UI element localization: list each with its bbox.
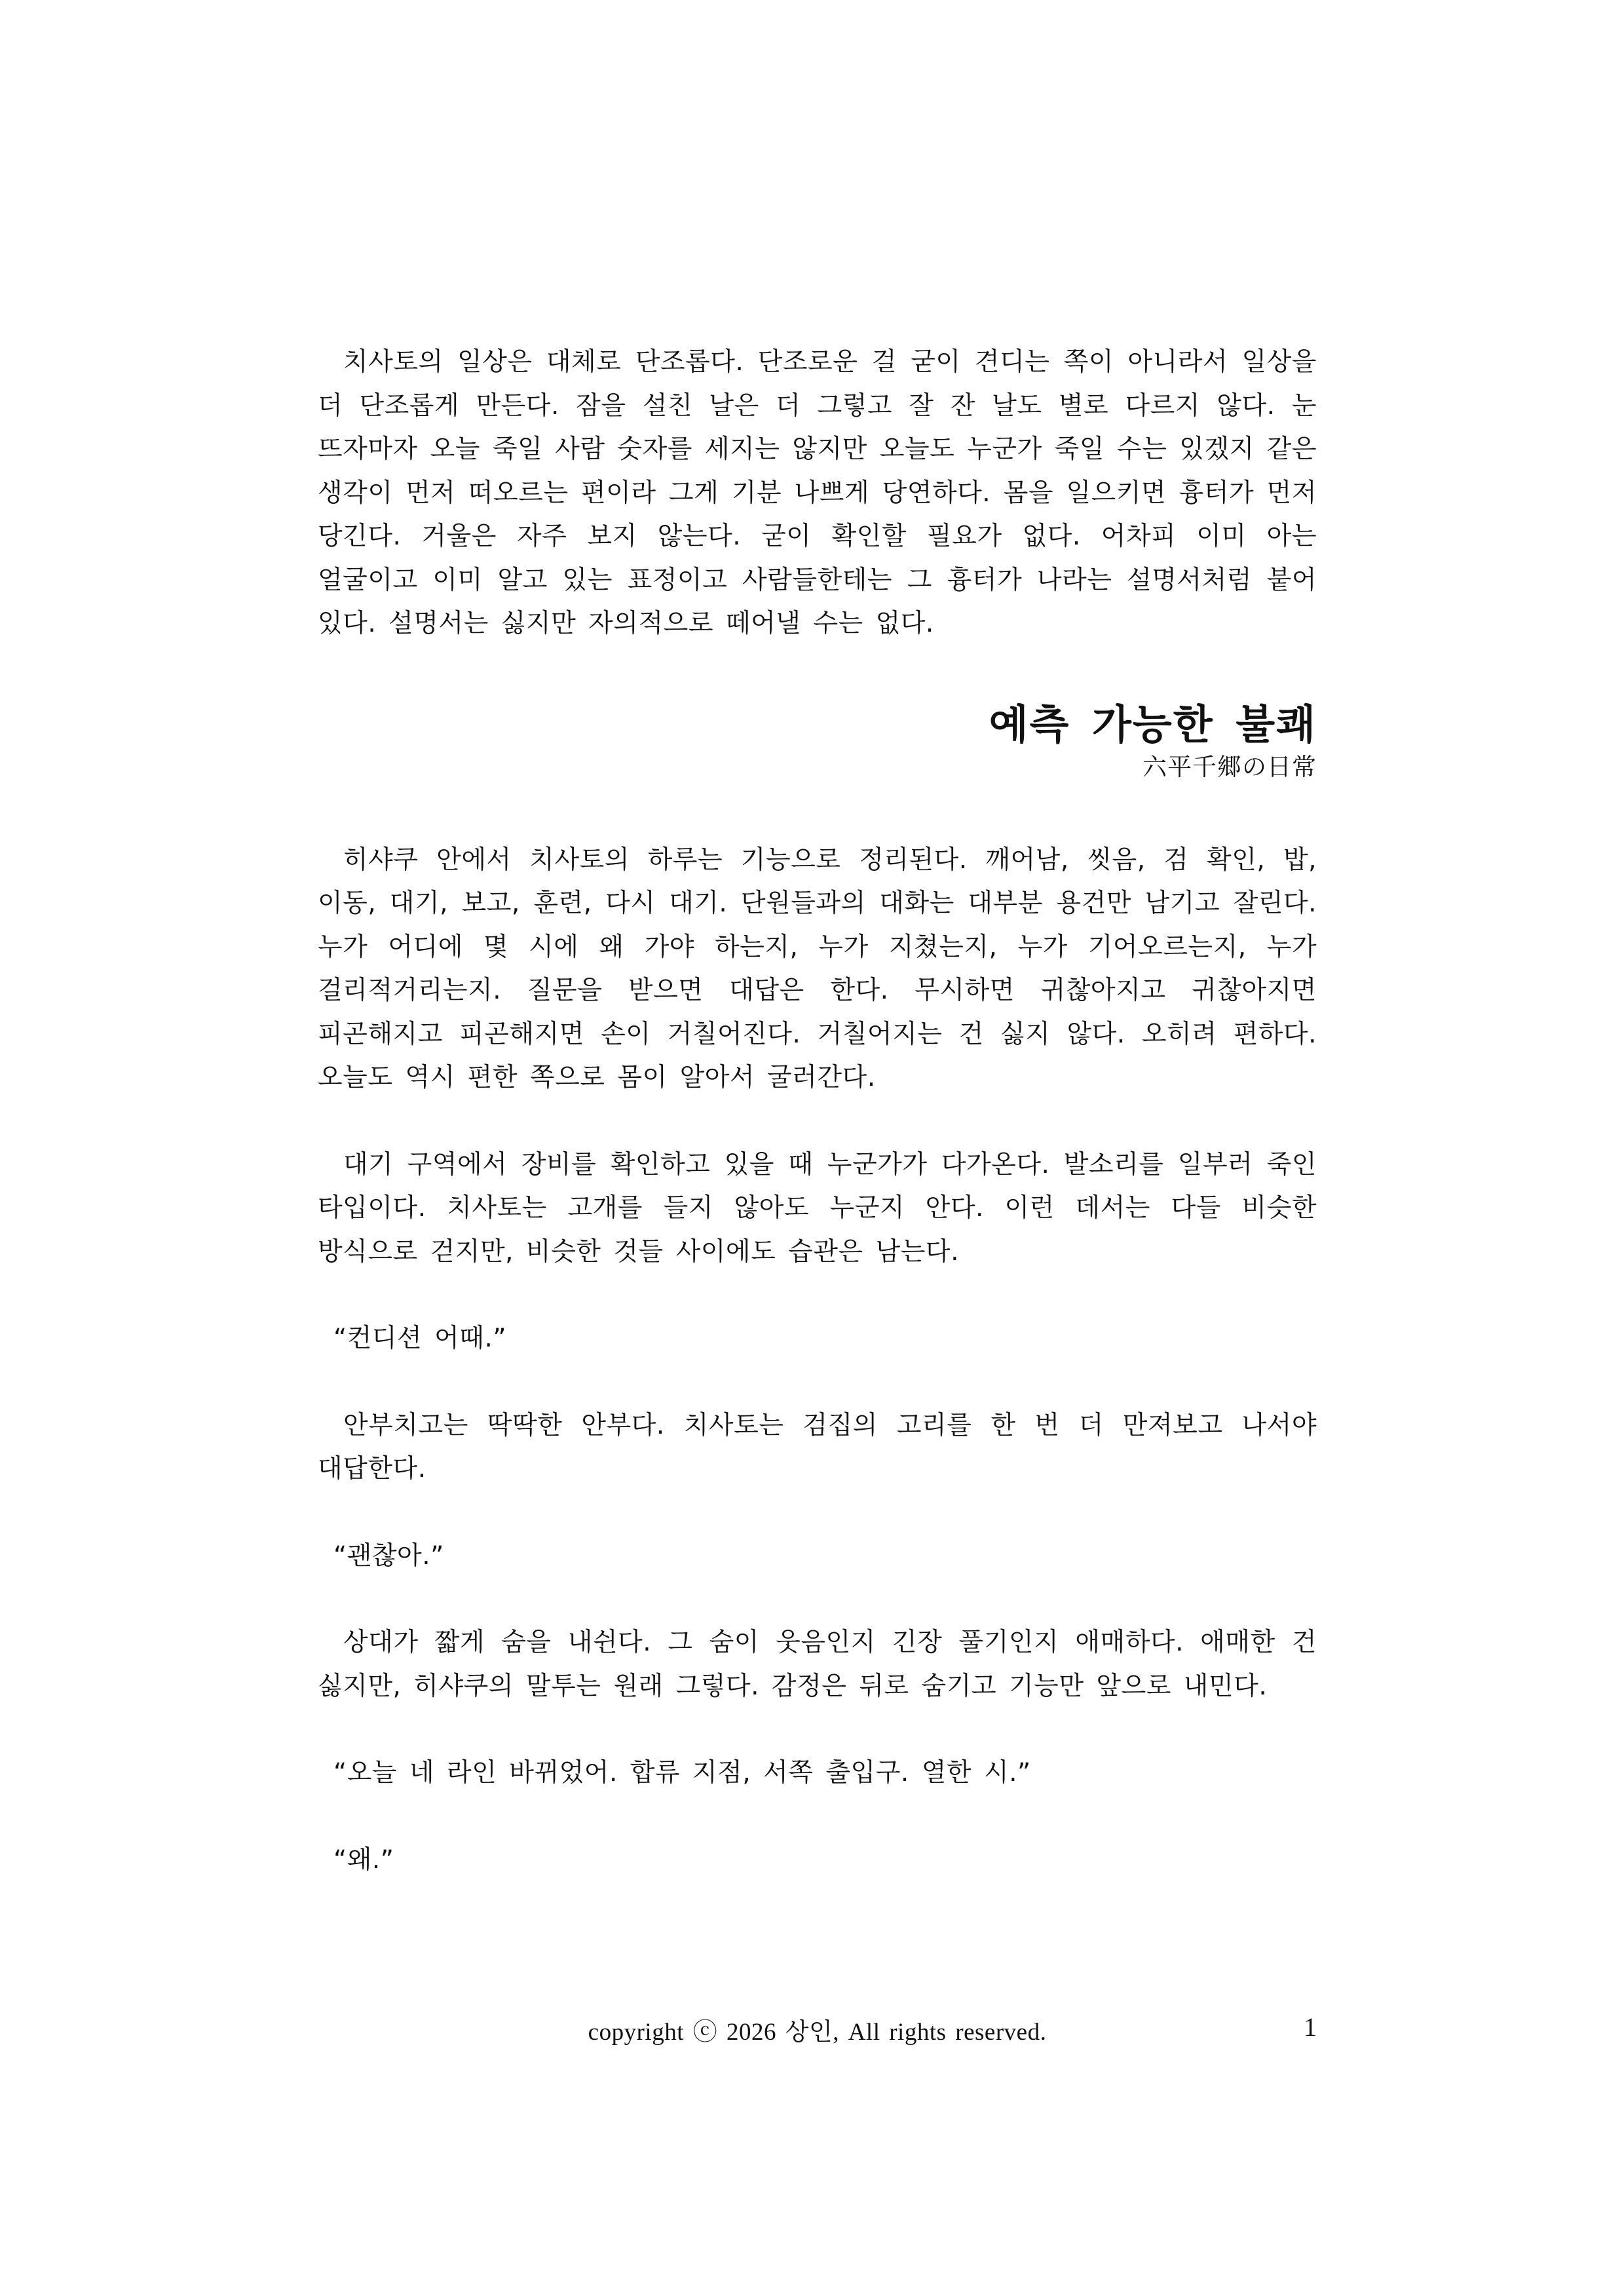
spacer	[318, 1491, 1317, 1535]
body-paragraph: 히샤쿠 안에서 치사토의 하루는 기능으로 정리된다. 깨어남, 씻음, 검 확인, 밥, 이동, 대기, 보고, 훈련, 다시 대기. 단원들과의 대화는 대부분 용건만 남기고 잘린다. 누가 어디에 몇 시에 왜 가야 하는지, 누가 지쳤는지, 누가 기어오르는지, 누가 걸리적거리는지. 질문을 받으면 대답은 한다. 무시하면 귀찮아지고 귀찮아지면 피곤해지고 피곤해지면 손이 거칠어진다. 거칠어지는 건 싫지 않다. 오히려 편하다. 오늘도 역시 편한 쪽으로 몸이 알아서 굴러간다.	[318, 845, 1317, 1092]
page-number: 1	[1304, 2012, 1317, 2042]
body-paragraph: 안부치고는 딱딱한 안부다. 치사토는 검집의 고리를 한 번 더 만져보고 나서야 대답한다.	[318, 1410, 1317, 1483]
dialogue-line: “괜찮아.”	[333, 1540, 444, 1571]
page-footer	[318, 2012, 1317, 2051]
dialogue-line: “컨디션 어때.”	[333, 1324, 507, 1353]
spacer	[318, 1100, 1317, 1143]
spacer	[318, 1361, 1317, 1404]
chapter-subtitle: 六平千郷の日常	[1142, 752, 1317, 781]
chapter-title: 예측 가능한 불쾌	[989, 700, 1317, 748]
spacer	[318, 1795, 1317, 1839]
spacer	[318, 1578, 1317, 1621]
body-paragraph: 대기 구역에서 장비를 확인하고 있을 때 누군가가 다가온다. 발소리를 일부러 죽인 타입이다. 치사토는 고개를 들지 않아도 누군지 안다. 이런 데서는 다들 비슷한 방식으로 걷지만, 비슷한 것들 사이에도 습관은 남는다.	[318, 1149, 1317, 1267]
spacer	[318, 1274, 1317, 1317]
spacer	[318, 1708, 1317, 1751]
copyright-notice: copyright ⓒ 2026 상인, All rights reserved.	[588, 2019, 1047, 2046]
dialogue-line: “왜.”	[333, 1845, 394, 1875]
body-paragraph: 상대가 짧게 숨을 내쉰다. 그 숨이 웃음인지 긴장 풀기인지 애매하다. 애매한 건 싫지만, 히샤쿠의 말투는 원래 그렇다. 감정은 뒤로 숨기고 기능만 앞으로 내민다.	[318, 1628, 1317, 1701]
document-page	[318, 341, 1317, 1882]
dialogue-line: “오늘 네 라인 바뀌었어. 합류 지점, 서쪽 출입구. 열한 시.”	[333, 1758, 1031, 1788]
spacer	[318, 784, 1317, 839]
intro-paragraph: 치사토의 일상은 대체로 단조롭다. 단조로운 걸 굳이 견디는 쪽이 아니라서 일상을 더 단조롭게 만든다. 잠을 설친 날은 더 그렇고 잘 잔 날도 별로 다르지 않다. 눈 뜨자마자 오늘 죽일 사람 숫자를 세지는 않지만 오늘도 누군가 죽일 수는 있겠지 같은 생각이 먼저 떠오르는 편이라 그게 기분 나쁘게 당연하다. 몸을 일으키면 흉터가 먼저 당긴다. 거울은 자주 보지 않는다. 굳이 확인할 필요가 없다. 어차피 이미 아는 얼굴이고 이미 알고 있는 표정이고 사람들한테는 그 흉터가 나라는 설명서처럼 붙어 있다. 설명서는 싫지만 자의적으로 떼어낼 수는 없다.	[318, 347, 1317, 638]
chapter-heading	[318, 698, 1317, 784]
